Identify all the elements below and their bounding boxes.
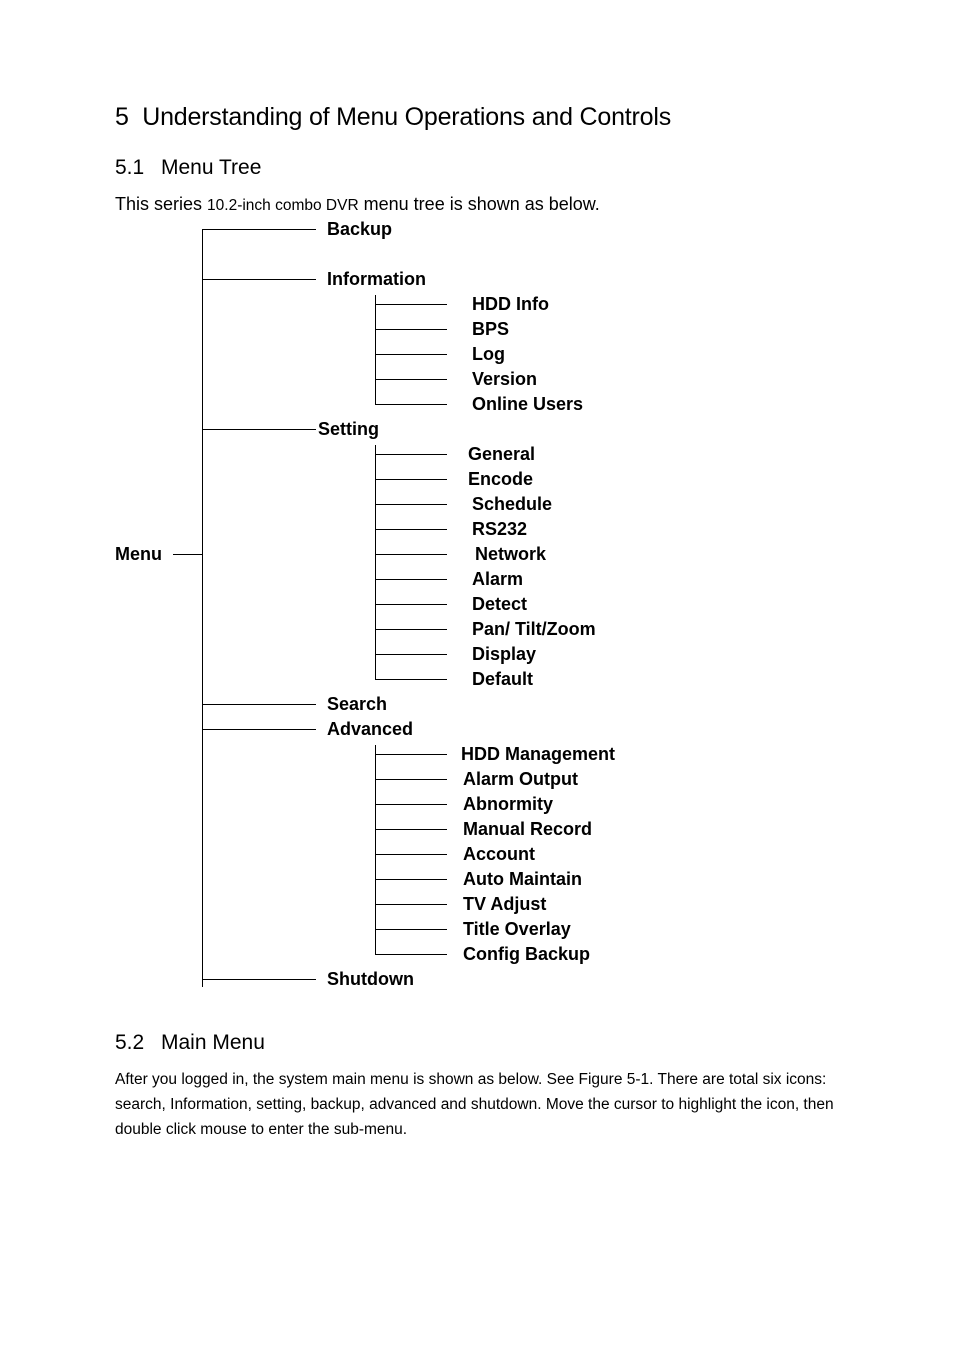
menu-item-information: Information	[327, 269, 426, 289]
submenu-item-bps: BPS	[472, 319, 510, 339]
sub-branch-line	[375, 329, 447, 330]
sub-branch-line	[375, 604, 447, 605]
sub-branch-line	[375, 829, 447, 830]
sub-branch-line	[375, 879, 447, 880]
section-number: 5.1	[115, 156, 145, 179]
sub-branch-line	[375, 304, 447, 305]
submenu-item-alarm-output: Alarm Output	[463, 769, 578, 789]
submenu-item-general: General	[468, 444, 536, 464]
sub-branch-line	[375, 854, 447, 855]
sub-branch-line	[375, 779, 447, 780]
sub-branch-line	[375, 679, 447, 680]
submenu-item-abnormity: Abnormity	[463, 794, 553, 814]
branch-line	[202, 229, 316, 230]
sub-branch-line	[375, 479, 447, 480]
submenu-item-online-users: Online Users	[472, 394, 584, 414]
submenu-item-alarm: Alarm	[472, 569, 524, 589]
sub-branch-line	[375, 754, 447, 755]
submenu-item-schedule: Schedule	[472, 494, 553, 514]
submenu-item-auto-maintain: Auto Maintain	[463, 869, 582, 889]
submenu-item-hdd-info: HDD Info	[472, 294, 549, 314]
sub-branch-line	[375, 654, 447, 655]
submenu-item-title-overlay: Title Overlay	[463, 919, 571, 939]
menu-item-advanced: Advanced	[327, 719, 414, 739]
intro-sentence: This series 10.2-inch combo DVR menu tree is shown as below.	[115, 194, 600, 214]
sub-branch-line	[375, 379, 447, 380]
sub-branch-line	[375, 954, 447, 955]
sub-branch-line	[375, 504, 447, 505]
chapter-number: 5	[115, 103, 129, 131]
branch-line	[202, 729, 316, 730]
sub-trunk-line	[375, 295, 376, 405]
submenu-item-detect: Detect	[472, 594, 528, 614]
submenu-item-log: Log	[472, 344, 505, 364]
submenu-item-pan-tilt-zoom: Pan/ Tilt/Zoom	[472, 619, 596, 639]
menu-item-backup: Backup	[327, 219, 393, 239]
menu-item-shutdown: Shutdown	[327, 969, 414, 989]
sub-trunk-line	[375, 445, 376, 680]
menu-item-search: Search	[327, 694, 388, 714]
section-title: Main Menu	[161, 1031, 265, 1054]
submenu-item-config-backup: Config Backup	[463, 944, 591, 964]
sub-branch-line	[375, 804, 447, 805]
section-title: Menu Tree	[161, 156, 262, 179]
submenu-item-encode: Encode	[468, 469, 534, 489]
branch-line	[202, 279, 316, 280]
submenu-item-rs232: RS232	[472, 519, 528, 539]
root-branch-line	[173, 554, 202, 555]
menu-item-setting: Setting	[318, 419, 379, 439]
submenu-item-manual-record: Manual Record	[463, 819, 593, 839]
menu-root: Menu	[115, 544, 162, 564]
submenu-item-default: Default	[472, 669, 534, 689]
trunk-line	[202, 229, 203, 987]
sub-branch-line	[375, 529, 447, 530]
chapter-title: Understanding of Menu Operations and Controls	[142, 103, 672, 131]
sub-branch-line	[375, 579, 447, 580]
section-number: 5.2	[115, 1031, 145, 1054]
sub-branch-line	[375, 904, 447, 905]
sub-branch-line	[375, 929, 447, 930]
product-name: 10.2-inch combo DVR	[207, 197, 359, 214]
branch-line	[202, 979, 316, 980]
branch-line	[202, 429, 316, 430]
sub-branch-line	[375, 629, 447, 630]
submenu-item-hdd-management: HDD Management	[461, 744, 616, 764]
section-heading-main-menu	[115, 1031, 265, 1055]
submenu-item-tv-adjust: TV Adjust	[463, 894, 547, 914]
submenu-item-version: Version	[472, 369, 538, 389]
sub-branch-line	[375, 554, 447, 555]
submenu-item-network: Network	[475, 544, 547, 564]
sub-trunk-line	[375, 745, 376, 955]
sub-branch-line	[375, 354, 447, 355]
sub-branch-line	[375, 454, 447, 455]
sub-branch-line	[375, 404, 447, 405]
submenu-item-account: Account	[463, 844, 535, 864]
branch-line	[202, 704, 316, 705]
submenu-item-display: Display	[472, 644, 537, 664]
main-menu-paragraph: After you logged in, the system main menu is shown as below. See Figure 5-1. There are total six icons: search, Information, setting, backup, advanced and shutdown. Move the cursor to highlight the icon, then double click mouse to enter the sub-menu.	[115, 1071, 834, 1138]
